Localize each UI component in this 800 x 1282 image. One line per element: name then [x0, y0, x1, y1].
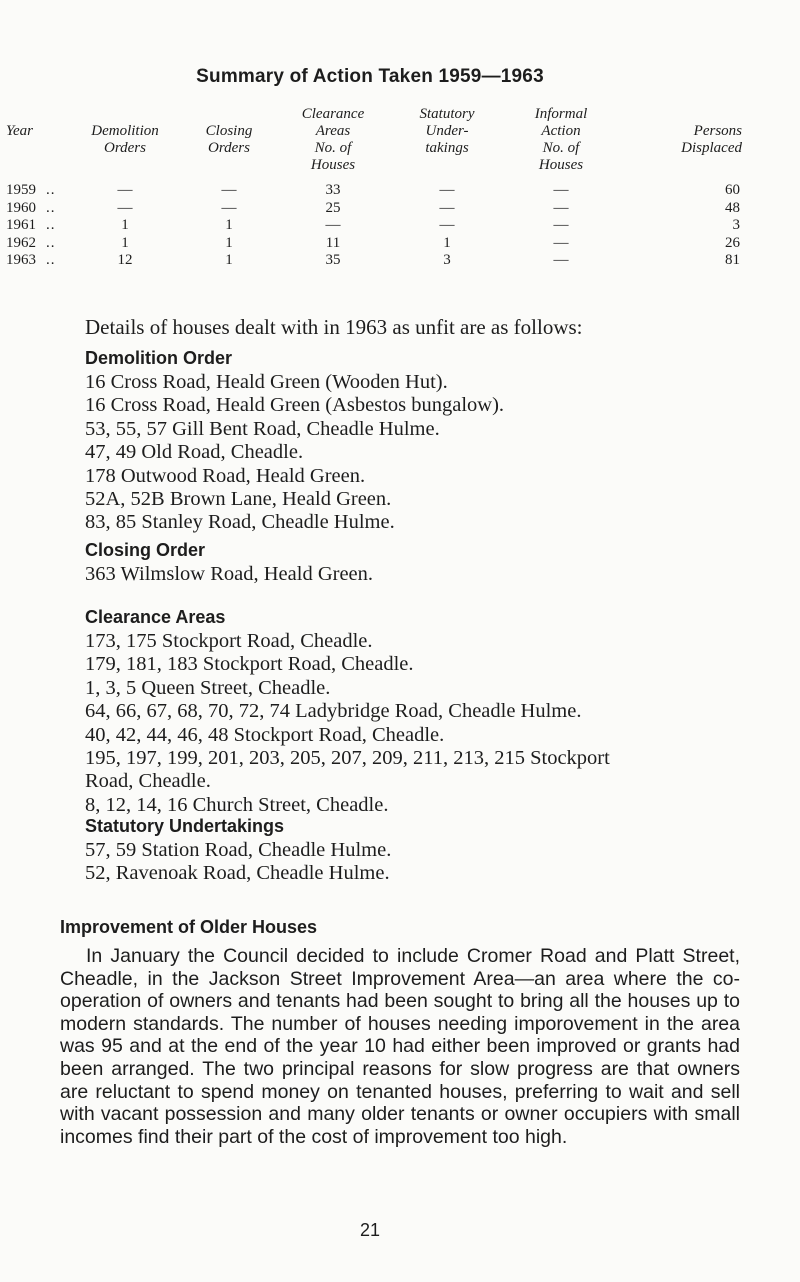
- address-line: 16 Cross Road, Heald Green (Asbestos bungalow).: [85, 394, 505, 417]
- statutory-undertakings-section: [85, 814, 785, 886]
- table-title: Summary of Action Taken 1959—1963: [196, 66, 544, 87]
- address-line: 363 Wilmslow Road, Heald Green.: [85, 563, 374, 585]
- address-line: 40, 42, 44, 46, 48 Stockport Road, Cheadle.: [85, 723, 445, 746]
- row-year: 1960: [6, 199, 36, 216]
- intro-text: Details of houses dealt with in 1963 as unfit are as follows:: [85, 315, 583, 339]
- header-clearance-areas: Clearance Areas No. of Houses: [301, 106, 365, 173]
- cell-persons: 60: [725, 182, 740, 198]
- cell-closing: 1: [225, 217, 233, 233]
- page-number: 21: [359, 1220, 381, 1240]
- cell-demolition: —: [117, 199, 133, 216]
- cell-persons: 26: [725, 234, 740, 251]
- cell-clearance: 35: [325, 252, 341, 268]
- row-leader-dots: ..: [46, 199, 56, 216]
- address-line: 8, 12, 14, 16 Church Street, Cheadle.: [85, 793, 389, 816]
- address-line: 1, 3, 5 Queen Street, Cheadle.: [85, 676, 331, 699]
- address-line: 52A, 52B Brown Lane, Heald Green.: [85, 488, 392, 511]
- table-row: [4, 217, 744, 235]
- cell-statutory: —: [439, 217, 455, 233]
- row-leader-dots: ..: [46, 252, 56, 268]
- cell-persons: 48: [725, 199, 740, 216]
- cell-informal: —: [553, 252, 569, 268]
- closing-order-section: [85, 538, 785, 586]
- table-header-row: [4, 106, 744, 182]
- improvement-paragraph: In January the Council decided to include Cromer Road and Platt Street, Cheadle, in the Jackson Street Improvement Area—an area where the co-operation of owners and tenants had been sought to bring all the houses up to modern standards. The number of houses needing imporovement in the area was 95 and at the end of the year 10 had either been improved or grants had been arranged. The two principal reasons for slow progress are that owners are reluctant to spend money on tenanted houses, preferring to wait and sell with vacant possession and many older tenants or owner occupiers with small incomes find their part of the cost of improvement too high.: [60, 945, 740, 1148]
- cell-informal: —: [553, 234, 569, 251]
- address-line: 64, 66, 67, 68, 70, 72, 74 Ladybridge Road, Cheadle Hulme.: [85, 700, 582, 723]
- header-closing-orders: Closing Orders: [205, 123, 253, 156]
- table-row: [4, 252, 744, 270]
- address-line: 16 Cross Road, Heald Green (Wooden Hut).: [85, 371, 448, 393]
- cell-demolition: 12: [117, 252, 133, 268]
- header-informal-action: Informal Action No. of Houses: [534, 106, 588, 173]
- table-row: [4, 235, 744, 253]
- address-line: 83, 85 Stanley Road, Cheadle Hulme.: [85, 511, 395, 534]
- clearance-areas-heading: Clearance Areas: [85, 607, 226, 627]
- cell-closing: —: [221, 182, 237, 198]
- cell-demolition: 1: [121, 234, 129, 251]
- cell-clearance: 11: [325, 234, 341, 251]
- address-line: 52, Ravenoak Road, Cheadle Hulme.: [85, 862, 390, 885]
- cell-demolition: —: [117, 182, 133, 198]
- row-year: 1959: [6, 182, 36, 198]
- address-line: 195, 197, 199, 201, 203, 205, 207, 209, 211, 213, 215 Stockport: [85, 747, 610, 770]
- cell-closing: 1: [225, 252, 233, 268]
- address-line: 179, 181, 183 Stockport Road, Cheadle.: [85, 653, 414, 676]
- cell-informal: —: [553, 217, 569, 233]
- table-row: [4, 200, 744, 218]
- cell-informal: —: [553, 182, 569, 198]
- cell-informal: —: [553, 199, 569, 216]
- cell-clearance: 33: [325, 182, 341, 198]
- cell-closing: 1: [225, 234, 233, 251]
- header-persons-displaced: Persons Displaced: [681, 123, 742, 156]
- clearance-areas-section: [85, 605, 785, 817]
- cell-persons: 81: [725, 252, 740, 268]
- address-line: 178 Outwood Road, Heald Green.: [85, 464, 366, 487]
- address-line: Road, Cheadle.: [85, 770, 211, 793]
- row-leader-dots: ..: [46, 234, 56, 251]
- closing-order-heading: Closing Order: [85, 540, 206, 560]
- header-statutory-undertakings: Statutory Under- takings: [419, 106, 475, 156]
- address-line: 53, 55, 57 Gill Bent Road, Cheadle Hulme.: [85, 417, 440, 440]
- demolition-order-heading: Demolition Order: [85, 348, 233, 368]
- summary-table: [4, 106, 744, 270]
- address-line: 57, 59 Station Road, Cheadle Hulme.: [85, 839, 392, 861]
- improvement-section: [60, 915, 740, 1148]
- demolition-order-section: [85, 346, 785, 535]
- cell-clearance: 25: [325, 199, 341, 216]
- statutory-undertakings-heading: Statutory Undertakings: [85, 816, 285, 836]
- row-leader-dots: ..: [46, 182, 56, 198]
- row-year: 1963: [6, 252, 36, 268]
- cell-demolition: 1: [121, 217, 129, 233]
- improvement-heading: Improvement of Older Houses: [60, 917, 318, 937]
- address-line: 173, 175 Stockport Road, Cheadle.: [85, 630, 373, 652]
- table-row: [4, 182, 744, 200]
- address-line: 47, 49 Old Road, Cheadle.: [85, 441, 304, 464]
- cell-statutory: 1: [443, 234, 451, 251]
- cell-statutory: 3: [443, 252, 451, 268]
- row-year: 1962: [6, 234, 36, 251]
- cell-statutory: —: [439, 199, 455, 216]
- row-leader-dots: ..: [46, 217, 56, 233]
- cell-closing: —: [221, 199, 237, 216]
- cell-statutory: —: [439, 182, 455, 198]
- cell-clearance: —: [325, 217, 341, 233]
- header-demolition-orders: Demolition Orders: [91, 123, 159, 156]
- header-year: Year: [6, 123, 33, 139]
- cell-persons: 3: [732, 217, 740, 233]
- row-year: 1961: [6, 217, 36, 233]
